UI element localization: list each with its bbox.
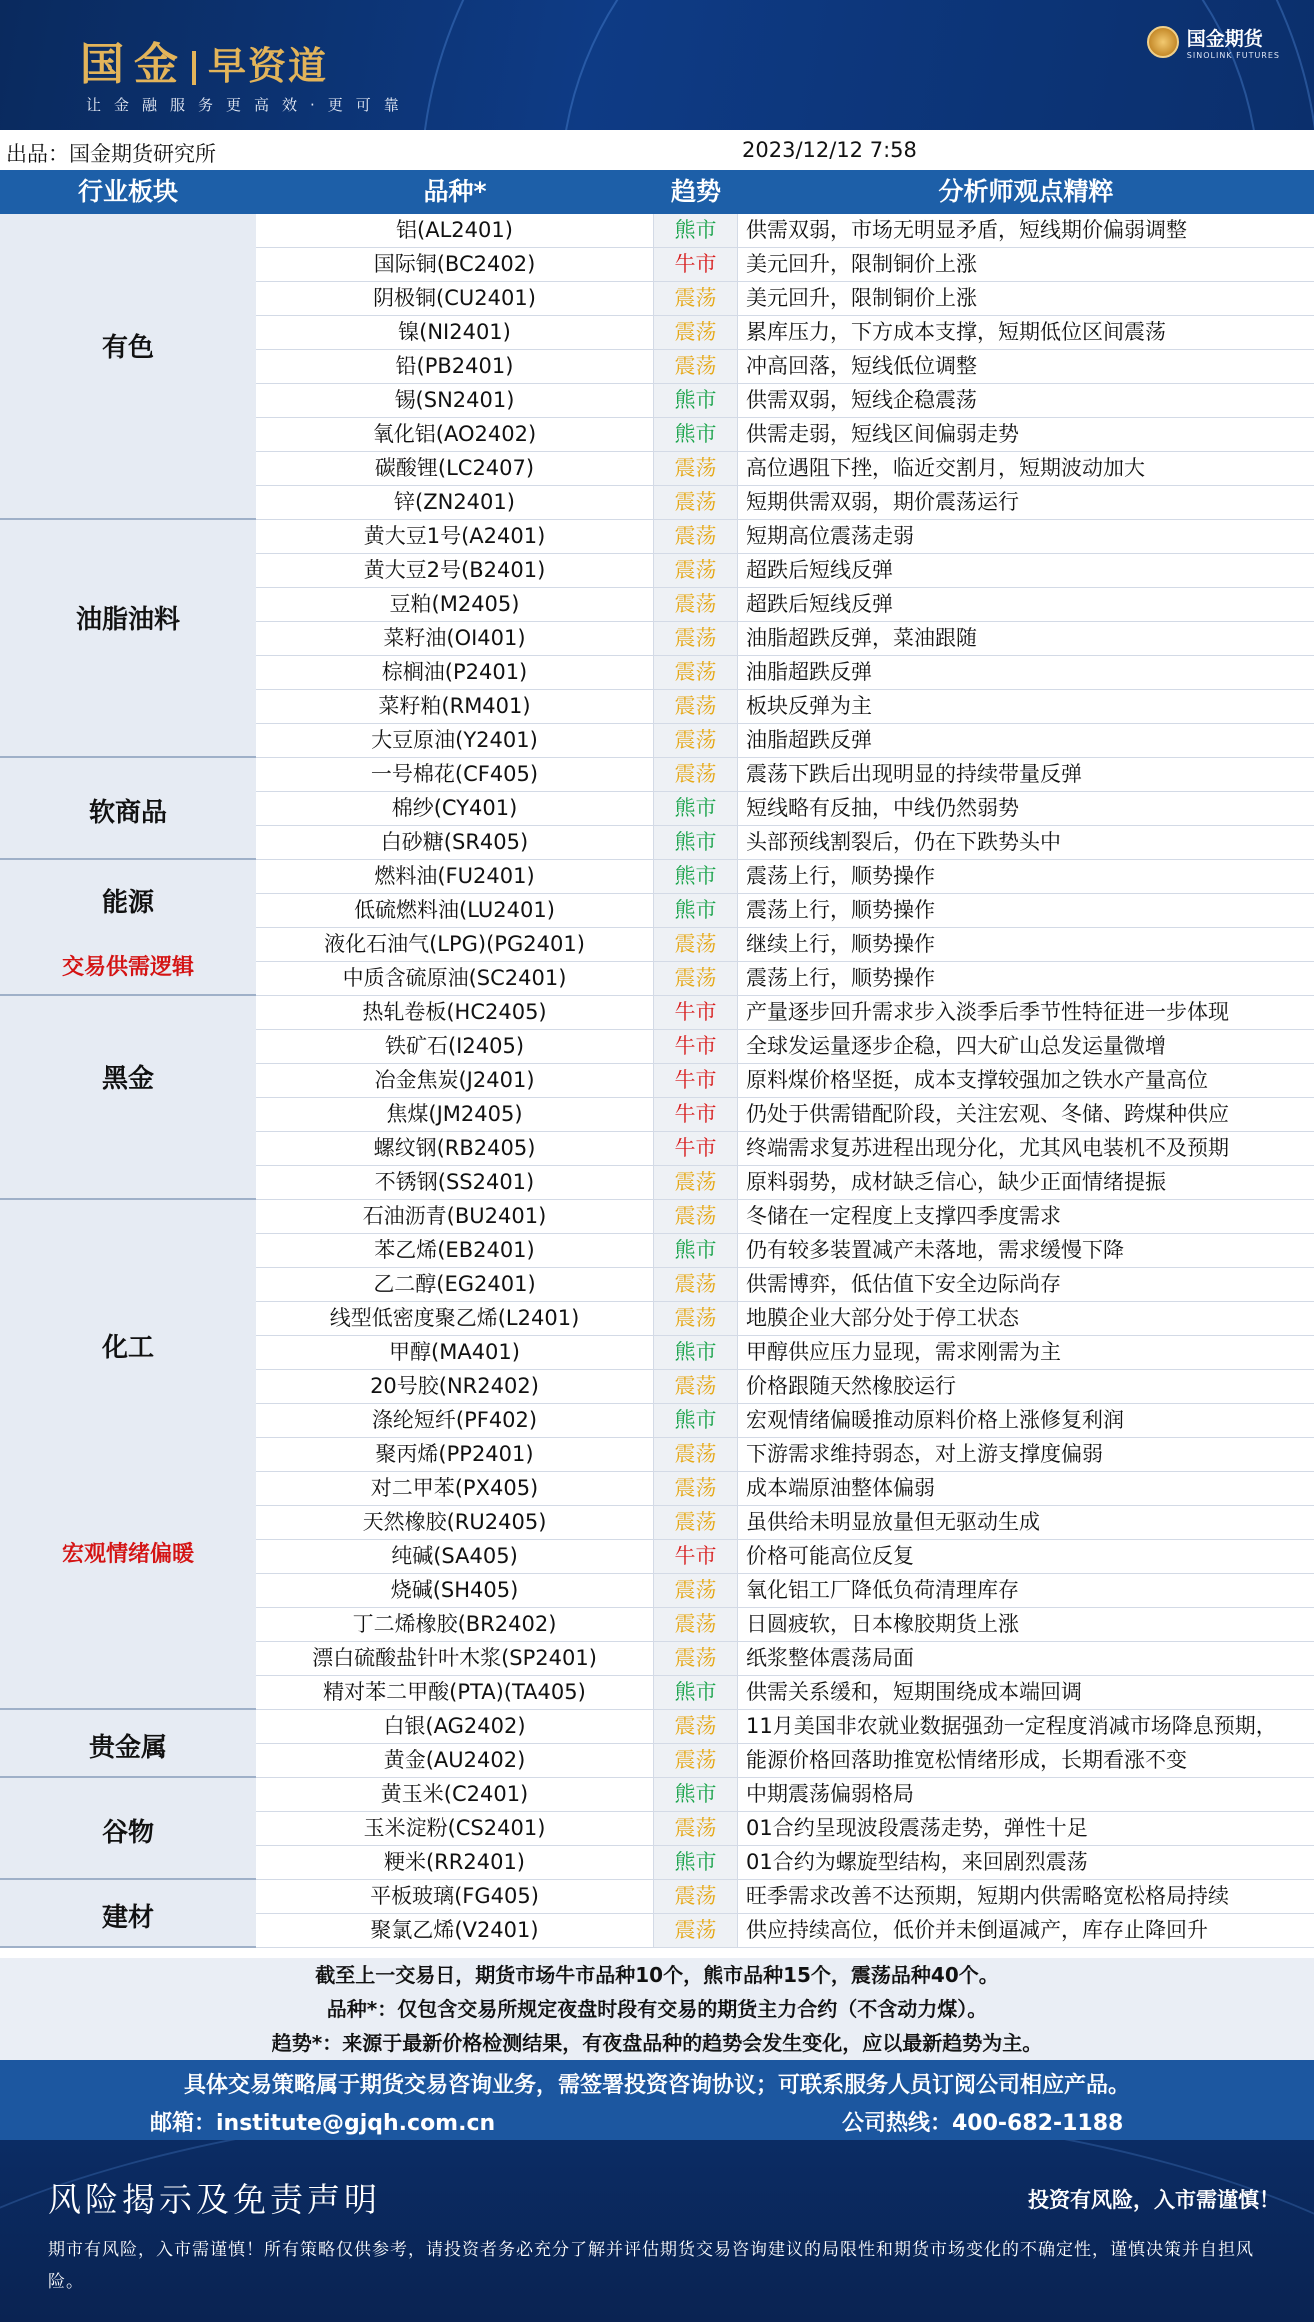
view-cell: 产量逐步回升需求步入淡季后季节性特征进一步体现 [738,996,1314,1029]
product-cell: 苯乙烯(EB2401) [256,1234,654,1267]
col-product: 品种* [423,177,487,206]
sector-name: 能源 [101,888,154,919]
product-cell: 碳酸锂(LC2407) [256,452,654,485]
view-cell: 全球发运量逐步企稳，四大矿山总发运量微增 [738,1030,1314,1063]
trend-cell: 震荡 [654,724,738,757]
trend-cell: 震荡 [654,1608,738,1641]
view-cell: 供需走弱，短线区间偏弱走势 [738,418,1314,451]
table-row [256,1880,1314,1914]
product-cell: 黄大豆2号(B2401) [256,554,654,587]
sector-note: 交易供需逻辑 [61,954,194,980]
trend-cell: 震荡 [654,1744,738,1777]
product-cell: 镍(NI2401) [256,316,654,349]
strategy-note: 具体交易策略属于期货交易咨询业务，需签署投资咨询协议；可联系服务人员订阅公司相应产品。 [183,2073,1130,2098]
product-cell: 平板玻璃(FG405) [256,1880,654,1913]
product-cell: 石油沥青(BU2401) [256,1200,654,1233]
table-row [256,588,1314,622]
table-row [256,1540,1314,1574]
view-cell: 终端需求复苏进程出现分化，尤其风电装机不及预期 [738,1132,1314,1165]
trend-cell: 熊市 [654,1676,738,1709]
table-row [256,1030,1314,1064]
trend-cell: 牛市 [654,1098,738,1131]
product-cell: 黄金(AU2402) [256,1744,654,1777]
trend-cell: 震荡 [654,1642,738,1675]
col-view: 分析师观点精粹 [938,177,1114,206]
trend-cell: 震荡 [654,486,738,519]
view-cell: 01合约呈现波段震荡走势，弹性十足 [738,1812,1314,1845]
table-row [256,1472,1314,1506]
table-row [256,1234,1314,1268]
table-row [256,1642,1314,1676]
trend-cell: 震荡 [654,1574,738,1607]
view-cell: 纸浆整体震荡局面 [738,1642,1314,1675]
trend-cell: 熊市 [654,860,738,893]
table-row [256,1676,1314,1710]
view-cell: 旺季需求改善不达预期，短期内供需略宽松格局持续 [738,1880,1314,1913]
slogan: 让金融服务更高效·更可靠 [86,96,412,114]
view-cell: 震荡上行，顺势操作 [738,894,1314,927]
sector-name: 软商品 [88,798,167,828]
product-cell: 漂白硫酸盐针叶木浆(SP2401) [256,1642,654,1675]
trend-cell: 震荡 [654,690,738,723]
trend-cell: 牛市 [654,248,738,281]
product-cell: 焦煤(JM2405) [256,1098,654,1131]
table-row [256,1778,1314,1812]
table-row [256,1200,1314,1234]
sector-name: 谷物 [101,1818,154,1848]
trend-cell: 震荡 [654,1200,738,1233]
brand-main: 国金 [80,39,188,90]
product-cell: 粳米(RR2401) [256,1846,654,1879]
view-cell: 供需关系缓和，短期围绕成本端回调 [738,1676,1314,1709]
table-row [256,1710,1314,1744]
table-row [256,758,1314,792]
table-row [256,1506,1314,1540]
trend-cell: 牛市 [654,996,738,1029]
table-row [256,282,1314,316]
trend-cell: 震荡 [654,622,738,655]
trend-cell: 震荡 [654,1914,738,1947]
col-sector: 行业板块 [77,177,178,206]
product-cell: 不锈钢(SS2401) [256,1166,654,1199]
product-cell: 燃料油(FU2401) [256,860,654,893]
table-row [256,1336,1314,1370]
table-row [256,1608,1314,1642]
view-cell: 供需双弱，短线企稳震荡 [738,384,1314,417]
product-cell: 铅(PB2401) [256,350,654,383]
trend-cell: 震荡 [654,758,738,791]
view-cell: 美元回升，限制铜价上涨 [738,248,1314,281]
footnote-summary: 截至上一交易日，期货市场牛市品种10个，熊市品种15个，震荡品种40个。 [0,1958,1314,1992]
col-trend: 趋势 [670,177,721,206]
trend-cell: 牛市 [654,1030,738,1063]
trend-cell: 牛市 [654,1064,738,1097]
brand-title [80,28,328,92]
trend-cell: 熊市 [654,418,738,451]
table-row [256,248,1314,282]
product-cell: 黄大豆1号(A2401) [256,520,654,553]
table-row [256,826,1314,860]
table-row [256,996,1314,1030]
view-cell: 超跌后短线反弹 [738,554,1314,587]
trend-cell: 震荡 [654,316,738,349]
product-cell: 黄玉米(C2401) [256,1778,654,1811]
product-cell: 氧化铝(AO2402) [256,418,654,451]
table-row [256,622,1314,656]
table-row [256,894,1314,928]
view-cell: 美元回升，限制铜价上涨 [738,282,1314,315]
trend-cell: 震荡 [654,1880,738,1913]
disclaimer-title: 风险揭示及免责声明 [48,2180,381,2219]
footnote-product: 品种*：仅包含交易所规定夜盘时段有交易的期货主力合约（不含动力煤）。 [0,1992,1314,2026]
table-row [256,1744,1314,1778]
hotline: 公司热线：400-682-1188 [842,2111,1124,2136]
trend-cell: 震荡 [654,1710,738,1743]
view-cell: 虽供给未明显放量但无驱动生成 [738,1506,1314,1539]
table-row [256,452,1314,486]
product-cell: 液化石油气(LPG)(PG2401) [256,928,654,961]
table-row [256,792,1314,826]
view-cell: 下游需求维持弱态，对上游支撑度偏弱 [738,1438,1314,1471]
email-link[interactable]: 邮箱：institute@gjqh.com.cn [150,2111,496,2136]
product-cell: 聚丙烯(PP2401) [256,1438,654,1471]
table-row [256,418,1314,452]
view-cell: 日圆疲软，日本橡胶期货上涨 [738,1608,1314,1641]
contact-band [0,2060,1314,2140]
meta-bar [0,130,1314,170]
table-row [256,554,1314,588]
view-cell: 短线略有反抽，中线仍然弱势 [738,792,1314,825]
product-cell: 冶金焦炭(J2401) [256,1064,654,1097]
trend-cell: 震荡 [654,282,738,315]
product-cell: 精对苯二甲酸(PTA)(TA405) [256,1676,654,1709]
product-cell: 涤纶短纤(PF402) [256,1404,654,1437]
brand-divider [192,51,196,85]
product-cell: 菜籽油(OI401) [256,622,654,655]
table-row [256,316,1314,350]
trend-cell: 熊市 [654,792,738,825]
table-row [256,486,1314,520]
sector-name: 黑金 [101,1064,154,1094]
table-row [256,384,1314,418]
table-row [256,350,1314,384]
table-row [256,1302,1314,1336]
product-cell: 锡(SN2401) [256,384,654,417]
view-cell: 头部预线割裂后，仍在下跌势头中 [738,826,1314,859]
product-cell: 聚氯乙烯(V2401) [256,1914,654,1947]
table-row [256,1268,1314,1302]
trend-cell: 震荡 [654,588,738,621]
trend-cell: 熊市 [654,1234,738,1267]
table-row [256,1098,1314,1132]
product-cell: 乙二醇(EG2401) [256,1268,654,1301]
trend-cell: 震荡 [654,1506,738,1539]
product-cell: 天然橡胶(RU2405) [256,1506,654,1539]
footnote-trend: 趋势*：来源于最新价格检测结果，有夜盘品种的趋势会发生变化，应以最新趋势为主。 [0,2026,1314,2060]
table-row [256,1914,1314,1948]
table-header [0,170,1314,214]
sector-cell [0,520,256,758]
table-row [256,1846,1314,1880]
view-cell: 油脂超跌反弹 [738,656,1314,689]
view-cell: 宏观情绪偏暖推动原料价格上涨修复利润 [738,1404,1314,1437]
table-row [256,214,1314,248]
product-cell: 一号棉花(CF405) [256,758,654,791]
table-row [256,656,1314,690]
company-logo [1147,24,1280,60]
product-cell: 棉纱(CY401) [256,792,654,825]
table-row [256,1064,1314,1098]
table-row [256,724,1314,758]
view-cell: 原料煤价格坚挺，成本支撑较强加之铁水产量高位 [738,1064,1314,1097]
trend-cell: 震荡 [654,1812,738,1845]
trend-cell: 震荡 [654,554,738,587]
view-cell: 震荡下跌后出现明显的持续带量反弹 [738,758,1314,791]
trend-cell: 震荡 [654,1268,738,1301]
view-cell: 板块反弹为主 [738,690,1314,723]
trend-cell: 震荡 [654,1370,738,1403]
table-row [256,928,1314,962]
product-cell: 玉米淀粉(CS2401) [256,1812,654,1845]
header-banner [0,0,1314,130]
view-cell: 超跌后短线反弹 [738,588,1314,621]
sector-note: 宏观情绪偏暖 [61,1541,194,1567]
product-cell: 烧碱(SH405) [256,1574,654,1607]
view-cell: 原料弱势，成材缺乏信心，缺少正面情绪提振 [738,1166,1314,1199]
sector-cell [0,1200,256,1710]
disclaimer-panel [0,2140,1314,2322]
product-cell: 菜籽粕(RM401) [256,690,654,723]
sector-cell [0,758,256,860]
source-label: 出品：国金期货研究所 [6,142,216,166]
product-cell: 对二甲苯(PX405) [256,1472,654,1505]
view-cell: 11月美国非农就业数据强劲一定程度消减市场降息预期， [738,1710,1314,1743]
product-cell: 甲醇(MA401) [256,1336,654,1369]
view-cell: 供需双弱，市场无明显矛盾，短线期价偏弱调整 [738,214,1314,247]
sector-cell [0,996,256,1200]
table-row [256,860,1314,894]
view-cell: 震荡上行，顺势操作 [738,962,1314,995]
view-cell: 供应持续高位，低价并未倒逼减产，库存止降回升 [738,1914,1314,1947]
table-row [256,1166,1314,1200]
trend-cell: 震荡 [654,520,738,553]
sector-name: 贵金属 [88,1733,167,1763]
product-cell: 铁矿石(I2405) [256,1030,654,1063]
view-cell: 01合约为螺旋型结构，来回剧烈震荡 [738,1846,1314,1879]
table-row [256,1404,1314,1438]
table-row [256,1574,1314,1608]
logo-en: SINOLINK FUTURES [1186,51,1280,60]
table-row [256,520,1314,554]
trend-cell: 熊市 [654,214,738,247]
trend-cell: 熊市 [654,1778,738,1811]
product-cell: 纯碱(SA405) [256,1540,654,1573]
product-cell: 国际铜(BC2402) [256,248,654,281]
disclaimer-text: 期市有风险，入市需谨慎！所有策略仅供参考，请投资者务必充分了解并评估期货交易咨询建议的局限性和期货市场变化的不确定性，谨慎决策并自担风险。 [48,2240,1254,2292]
sector-cell [0,1778,256,1880]
view-cell: 短期高位震荡走弱 [738,520,1314,553]
brand-sub: 早资道 [208,44,329,88]
trend-cell: 震荡 [654,928,738,961]
view-cell: 油脂超跌反弹，菜油跟随 [738,622,1314,655]
sector-cell [0,1880,256,1948]
product-cell: 大豆原油(Y2401) [256,724,654,757]
table-row [256,962,1314,996]
table-row [256,690,1314,724]
view-cell: 短期供需双弱，期价震荡运行 [738,486,1314,519]
view-cell: 仍有较多装置减产未落地，需求缓慢下降 [738,1234,1314,1267]
product-cell: 20号胶(NR2402) [256,1370,654,1403]
view-cell: 供需博弈，低估值下安全边际尚存 [738,1268,1314,1301]
view-cell: 成本端原油整体偏弱 [738,1472,1314,1505]
product-cell: 白银(AG2402) [256,1710,654,1743]
logo-cn: 国金期货 [1186,28,1263,50]
product-cell: 螺纹钢(RB2405) [256,1132,654,1165]
view-cell: 价格可能高位反复 [738,1540,1314,1573]
report-date: 2023/12/12 7:58 [742,138,917,162]
product-cell: 白砂糖(SR405) [256,826,654,859]
trend-cell: 震荡 [654,452,738,485]
view-cell: 累库压力，下方成本支撑，短期低位区间震荡 [738,316,1314,349]
view-cell: 震荡上行，顺势操作 [738,860,1314,893]
risk-warning: 投资有风险，入市需谨慎！ [1028,2188,1280,2212]
trend-cell: 熊市 [654,826,738,859]
product-cell: 低硫燃料油(LU2401) [256,894,654,927]
trend-cell: 牛市 [654,1132,738,1165]
view-cell: 仍处于供需错配阶段，关注宏观、冬储、跨煤种供应 [738,1098,1314,1131]
trend-cell: 震荡 [654,962,738,995]
trend-cell: 震荡 [654,1302,738,1335]
trend-cell: 熊市 [654,1336,738,1369]
trend-cell: 熊市 [654,894,738,927]
sector-cell [0,214,256,520]
trend-cell: 牛市 [654,1540,738,1573]
trend-cell: 震荡 [654,350,738,383]
product-cell: 线型低密度聚乙烯(L2401) [256,1302,654,1335]
view-cell: 中期震荡偏弱格局 [738,1778,1314,1811]
trend-cell: 震荡 [654,656,738,689]
product-cell: 热轧卷板(HC2405) [256,996,654,1029]
sector-name: 有色 [101,333,154,363]
sector-name: 油脂油料 [75,605,180,635]
logo-icon [1147,26,1179,58]
table-row [256,1132,1314,1166]
sector-name: 化工 [101,1332,154,1363]
view-cell: 价格跟随天然橡胶运行 [738,1370,1314,1403]
view-cell: 高位遇阻下挫，临近交割月，短期波动加大 [738,452,1314,485]
product-cell: 棕榈油(P2401) [256,656,654,689]
view-cell: 油脂超跌反弹 [738,724,1314,757]
view-cell: 冬储在一定程度上支撑四季度需求 [738,1200,1314,1233]
sector-cell [0,860,256,996]
table-row [256,1812,1314,1846]
view-cell: 能源价格回落助推宽松情绪形成，长期看涨不变 [738,1744,1314,1777]
product-cell: 中质含硫原油(SC2401) [256,962,654,995]
sector-cell [0,1710,256,1778]
table-row [256,1438,1314,1472]
sector-name: 建材 [101,1903,154,1933]
product-cell: 丁二烯橡胶(BR2402) [256,1608,654,1641]
trend-cell: 震荡 [654,1472,738,1505]
view-cell: 地膜企业大部分处于停工状态 [738,1302,1314,1335]
trend-cell: 熊市 [654,384,738,417]
product-cell: 阴极铜(CU2401) [256,282,654,315]
view-cell: 继续上行，顺势操作 [738,928,1314,961]
view-cell: 冲高回落，短线低位调整 [738,350,1314,383]
view-cell: 氧化铝工厂降低负荷清理库存 [738,1574,1314,1607]
trend-cell: 震荡 [654,1438,738,1471]
view-cell: 甲醇供应压力显现，需求刚需为主 [738,1336,1314,1369]
trend-cell: 震荡 [654,1166,738,1199]
trend-cell: 熊市 [654,1404,738,1437]
table-row [256,1370,1314,1404]
product-cell: 豆粕(M2405) [256,588,654,621]
product-cell: 锌(ZN2401) [256,486,654,519]
trend-cell: 熊市 [654,1846,738,1879]
decor-arc [560,0,1260,130]
product-cell: 铝(AL2401) [256,214,654,247]
